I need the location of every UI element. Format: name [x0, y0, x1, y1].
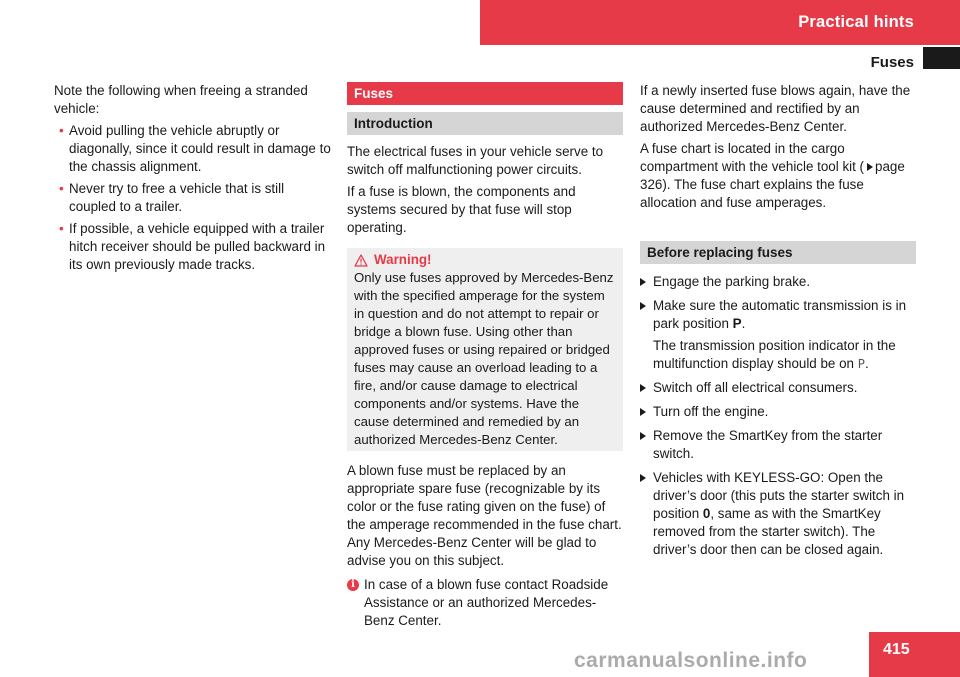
section-marker	[923, 47, 960, 69]
subsection-heading: Introduction	[347, 112, 623, 135]
step-item: Switch off all electrical consumers.	[640, 379, 916, 397]
bullet-icon: •	[59, 181, 64, 196]
page-reference-icon	[867, 163, 873, 171]
step-arrow-icon	[640, 302, 646, 310]
info-icon: i	[347, 579, 359, 591]
bullet-item: • If possible, a vehicle equipped with a trailer hitch receiver should be pulled backward in its own previously made tracks.	[59, 221, 326, 272]
step-arrow-icon	[640, 474, 646, 482]
watermark: carmanualsonline.info	[574, 649, 808, 672]
bullet-icon: •	[59, 221, 64, 236]
bullet-item: • Avoid pulling the vehicle abruptly or diagonally, since it could result in damage to the chassis alignment.	[59, 123, 331, 174]
page-number: 415	[883, 641, 910, 658]
bullet-item: • Never try to free a vehicle that is still coupled to a trailer.	[59, 181, 285, 214]
info-text: In case of a blown fuse contact Roadside Assistance or an authorized Mercedes-Benz Center.	[364, 577, 609, 628]
step-item: Turn off the engine.	[640, 403, 916, 421]
step-list	[640, 273, 916, 559]
step-arrow-icon	[640, 384, 646, 392]
section-heading: Fuses	[347, 82, 623, 105]
bullet-icon: •	[59, 123, 64, 138]
paragraph: A blown fuse must be replaced by an appropriate spare fuse (recognizable by its color or the fuse rating given on the fuse) of the amperage recommended in the fuse chart. Any Mercedes-Benz Center will be glad to advise you on this subject.	[347, 463, 622, 568]
section-title: Practical hints	[798, 13, 914, 31]
step-item: Remove the SmartKey from the starter switch.	[640, 427, 916, 463]
column-middle	[347, 82, 623, 630]
intro-text: Note the following when freeing a stranded vehicle:	[54, 83, 308, 116]
paragraph: If a fuse is blown, the components and systems secured by that fuse will stop operating.	[347, 184, 576, 235]
step-arrow-icon	[640, 408, 646, 416]
page-number-tab	[869, 632, 960, 677]
step-item: Make sure the automatic transmission is in park position P. The transmission position indicator in the multifunction display should be on P.	[640, 297, 916, 373]
step-item: Engage the parking brake.	[640, 273, 916, 291]
warning-title: Warning!	[354, 251, 617, 269]
warning-body: Only use fuses approved by Mercedes-Benz with the specified amperage for the system in question and do not attempt to repair or bridge a blown fuse. Using other than approved fuses or using repaired or bridged fuses may cause an overload leading to a fire, and/or cause damage to electrical components and/or systems. Have the cause determined and remedied by an authorized Mercedes-Benz Center.	[354, 270, 614, 447]
warning-box	[347, 248, 623, 451]
column-left	[54, 82, 332, 274]
step-arrow-icon	[640, 432, 646, 440]
paragraph: If a newly inserted fuse blows again, have the cause determined and rectified by an authorized Mercedes-Benz Center.	[640, 83, 911, 134]
subsection-title: Fuses	[870, 54, 914, 71]
step-arrow-icon	[640, 278, 646, 286]
section-header-tab	[480, 0, 960, 45]
paragraph: The electrical fuses in your vehicle serve to switch off malfunctioning power circuits.	[347, 144, 604, 177]
subsection-heading: Before replacing fuses	[640, 241, 916, 264]
warning-triangle-icon	[354, 254, 368, 267]
step-item: Vehicles with KEYLESS-GO: Open the driver’s door (this puts the starter switch in position 0, same as with the SmartKey removed from the starter switch). The driver’s door then can be closed again.	[640, 469, 916, 559]
paragraph: A fuse chart is located in the cargo compartment with the vehicle tool kit ( page 326). The fuse chart explains the fuse allocation and fuse amperages.	[640, 141, 905, 210]
column-right	[640, 82, 916, 565]
bullet-list	[54, 122, 332, 274]
step-note: The transmission position indicator in the multifunction display should be on P.	[653, 338, 896, 371]
info-note	[347, 576, 623, 630]
